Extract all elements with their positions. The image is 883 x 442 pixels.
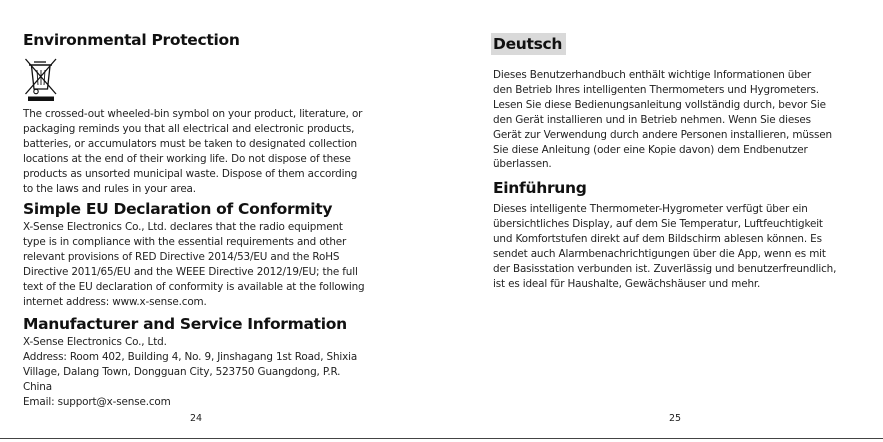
manufacturer-info-heading: Manufacturer and Service Information xyxy=(23,314,347,333)
eu-declaration-heading: Simple EU Declaration of Conformity xyxy=(23,200,333,219)
deutsch-heading: Deutsch xyxy=(491,33,566,55)
page-number-left: 24 xyxy=(190,413,203,424)
page-number-right: 25 xyxy=(669,413,682,424)
environmental-protection-heading: Environmental Protection xyxy=(23,31,240,49)
deutsch-text: Dieses Benutzerhandbuch enthält wichtige Informationen über den Betrieb Ihres intelligenten Thermometers und Hygrometers. Lesen Sie diese Bedienungsanleitung vollständig durch, bevor Sie den Gerät installieren und in Betrieb nehmen. Wenn Sie dieses Gerät zur Verwendung durch andere Personen installieren, müssen Sie diese Anleitung (oder eine Kopie davon) dem Endbenutzer überlassen. xyxy=(493,69,832,171)
einfuehrung-heading: Einführung xyxy=(493,179,587,198)
crossed-out-wheeled-bin-icon xyxy=(24,56,58,102)
bottom-divider xyxy=(0,438,883,439)
einfuehrung-text: Dieses intelligente Thermometer-Hygrometer verfügt über ein übersichtliches Display, auf dem Sie Temperatur, Luftfeuchtigkeit und Komfortstufen direkt auf dem Bildschirm ablesen können. Es sendet auch Alarmbenachrichtigungen über die App, wenn es mit der Basisstation verbunden ist. Zuverlässig und benutzerfreundlich, ist es ideal für Haushalte, Gewächshäuser und mehr. xyxy=(493,203,837,290)
right-page xyxy=(441,0,883,442)
environmental-protection-text: The crossed-out wheeled-bin symbol on your product, literature, or packaging reminds you that all electrical and electronic products, batteries, or accumulators must be taken to designated collection locations at the end of their working life. Do not dispose of these products as unsorted municipal waste. Dispose of them according to the laws and rules in your area. xyxy=(23,108,363,195)
manufacturer-info-text: X-Sense Electronics Co., Ltd. Address: Room 402, Building 4, No. 9, Jinshagang 1st Road, Shixia Village, Dalang Town, Dongguan City, 523750 Guangdong, P.R. China Email: support@x-sense.com xyxy=(23,335,358,408)
left-page xyxy=(0,0,441,442)
eu-declaration-text: X-Sense Electronics Co., Ltd. declares that the radio equipment type is in compliance with the essential requirements and other relevant provisions of RED Directive 2014/53/EU and the RoHS Directive 2011/65/EU and the WEEE Directive 2012/19/EU; the full text of the EU declaration of conformity is available at the following internet address: www.x-sense.com. xyxy=(23,221,365,308)
